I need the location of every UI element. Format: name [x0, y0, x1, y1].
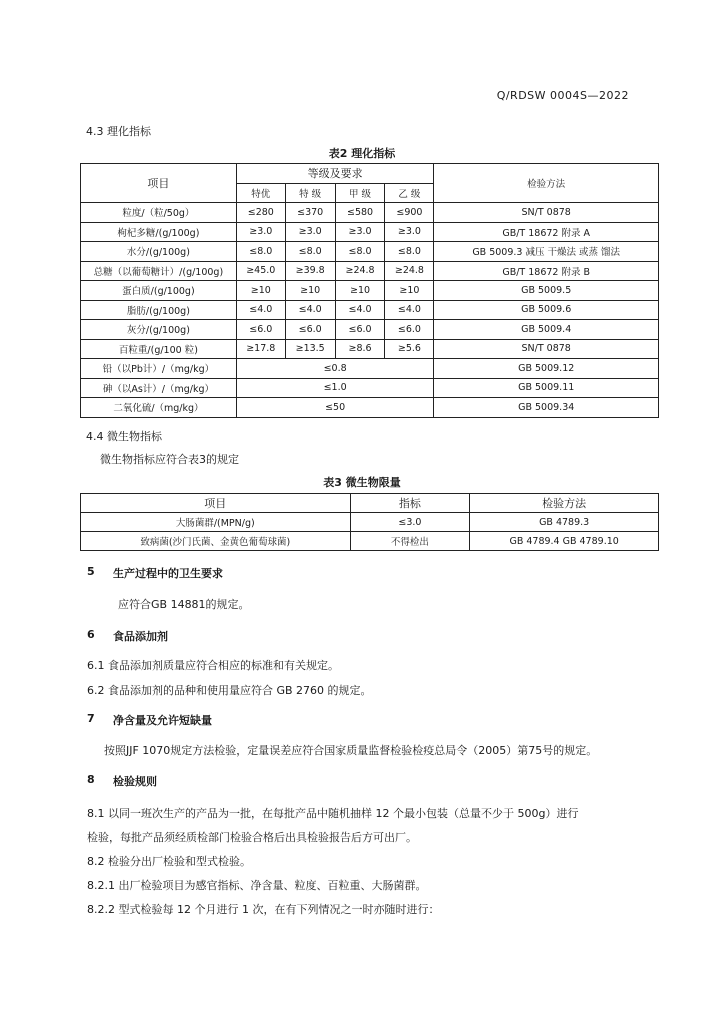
- cell: ≥3.0: [335, 222, 385, 242]
- merged-cell: ≤0.8: [236, 359, 434, 379]
- table3-header-item: 项目: [81, 494, 351, 513]
- section-8-1-line2: 检验，每批产品须经质检部门检验合格后出具检验报告后方可出厂。: [87, 831, 417, 844]
- table2-grade: 乙 级: [385, 183, 434, 203]
- merged-cell: ≤50: [236, 398, 434, 418]
- row-name: 二氧化硫/（mg/kg）: [81, 398, 237, 418]
- cell: ≤900: [385, 203, 434, 223]
- section-6-2: 6.2 食品添加剂的品种和使用量应符合 GB 2760 的规定。: [87, 684, 372, 697]
- section-5-title: 生产过程中的卫生要求: [113, 567, 223, 580]
- row-name: 粒度/（粒/50g）: [81, 203, 237, 223]
- row-name: 百粒重/(g/100 粒): [81, 339, 237, 359]
- cell: ≤370: [285, 203, 335, 223]
- row-name: 脂肪/(g/100g): [81, 300, 237, 320]
- row-name: 水分/(g/100g): [81, 242, 237, 262]
- table-row: [81, 513, 659, 532]
- table2-grade: 特 级: [285, 183, 335, 203]
- section-8-2-1: 8.2.1 出厂检验项目为感官指标、净含量、粒度、百粒重、大肠菌群。: [87, 879, 427, 892]
- row-method: GB 5009.12: [434, 359, 659, 379]
- section-6-1: 6.1 食品添加剂质量应符合相应的标准和有关规定。: [87, 659, 339, 672]
- row-name: 灰分/(g/100g): [81, 320, 237, 340]
- table-row: [81, 261, 659, 281]
- row-name: 致病菌(沙门氏菌、金黄色葡萄球菌): [81, 532, 351, 551]
- cell: ≤6.0: [335, 320, 385, 340]
- section-8-title: 检验规则: [113, 775, 157, 788]
- row-method: GB 5009.34: [434, 398, 659, 418]
- section-4-3-title: 4.3 理化指标: [86, 125, 151, 138]
- table-row: [81, 281, 659, 301]
- table-row: [81, 378, 659, 398]
- table-row: [81, 300, 659, 320]
- section-6-title: 食品添加剂: [113, 630, 168, 643]
- cell: ≥10: [385, 281, 434, 301]
- cell: ≥10: [236, 281, 285, 301]
- cell: ≤8.0: [385, 242, 434, 262]
- table-row: [81, 320, 659, 340]
- section-7-number: 7: [87, 712, 95, 725]
- cell: ≥17.8: [236, 339, 285, 359]
- section-4-4-title: 4.4 微生物指标: [86, 430, 162, 443]
- row-name: 蛋白质/(g/100g): [81, 281, 237, 301]
- cell: ≤8.0: [285, 242, 335, 262]
- row-method: SN/T 0878: [434, 339, 659, 359]
- row-method: GB 5009.6: [434, 300, 659, 320]
- row-name: 铅（以Pb计）/（mg/kg）: [81, 359, 237, 379]
- row-method: GB 4789.4 GB 4789.10: [470, 532, 659, 551]
- cell: ≥10: [335, 281, 385, 301]
- cell: ≥3.0: [285, 222, 335, 242]
- table3-header-method: 检验方法: [470, 494, 659, 513]
- table2-header-item: 项目: [81, 164, 237, 203]
- cell: ≤6.0: [385, 320, 434, 340]
- row-index: 不得检出: [350, 532, 470, 551]
- table2-grade: 甲 级: [335, 183, 385, 203]
- cell: ≤580: [335, 203, 385, 223]
- section-6-number: 6: [87, 628, 95, 641]
- section-8-number: 8: [87, 773, 95, 786]
- row-name: 枸杞多糖/(g/100g): [81, 222, 237, 242]
- cell: ≥39.8: [285, 261, 335, 281]
- cell: ≤4.0: [335, 300, 385, 320]
- cell: ≥13.5: [285, 339, 335, 359]
- table-row: [81, 532, 659, 551]
- row-method: GB/T 18672 附录 B: [434, 261, 659, 281]
- cell: ≥24.8: [385, 261, 434, 281]
- cell: ≥3.0: [385, 222, 434, 242]
- section-5-body: 应符合GB 14881的规定。: [118, 598, 250, 611]
- row-method: GB 5009.5: [434, 281, 659, 301]
- row-index: ≤3.0: [350, 513, 470, 532]
- table-row: [81, 398, 659, 418]
- cell: ≥5.6: [385, 339, 434, 359]
- document-code: Q/RDSW 0004S—2022: [496, 89, 629, 102]
- cell: ≥3.0: [236, 222, 285, 242]
- cell: ≤6.0: [285, 320, 335, 340]
- row-name: 大肠菌群/(MPN/g): [81, 513, 351, 532]
- row-method: GB/T 18672 附录 A: [434, 222, 659, 242]
- section-8-1-line1: 8.1 以同一班次生产的产品为一批，在每批产品中随机抽样 12 个最小包装（总量不少于 500g）进行: [87, 807, 579, 820]
- section-4-4-body: 微生物指标应符合表3的规定: [100, 453, 239, 466]
- section-7-body: 按照JJF 1070规定方法检验，定量误差应符合国家质量监督检验检疫总局令（2005）第75号的规定。: [104, 744, 598, 757]
- row-name: 砷（以As计）/（mg/kg）: [81, 378, 237, 398]
- cell: ≥24.8: [335, 261, 385, 281]
- cell: ≤280: [236, 203, 285, 223]
- cell: ≤4.0: [285, 300, 335, 320]
- section-8-2-2: 8.2.2 型式检验每 12 个月进行 1 次，在有下列情况之一时亦随时进行：: [87, 903, 440, 916]
- cell: ≤6.0: [236, 320, 285, 340]
- cell: ≤8.0: [335, 242, 385, 262]
- section-7-title: 净含量及允许短缺量: [113, 714, 212, 727]
- row-method: GB 5009.4: [434, 320, 659, 340]
- table-row: [81, 242, 659, 262]
- table3-header-index: 指标: [350, 494, 470, 513]
- cell: ≤4.0: [385, 300, 434, 320]
- row-name: 总糖（以葡萄糖计）/(g/100g): [81, 261, 237, 281]
- row-method: GB 4789.3: [470, 513, 659, 532]
- merged-cell: ≤1.0: [236, 378, 434, 398]
- cell: ≤4.0: [236, 300, 285, 320]
- table-row: [81, 339, 659, 359]
- cell: ≤8.0: [236, 242, 285, 262]
- table2: [80, 163, 659, 418]
- table3-caption: 表3 微生物限量: [323, 476, 401, 489]
- row-method: GB 5009.3 减压 干燥法 或蒸 馏法: [434, 242, 659, 262]
- table-row: [81, 203, 659, 223]
- section-8-2: 8.2 检验分出厂检验和型式检验。: [87, 855, 251, 868]
- table2-header-method: 检验方法: [434, 164, 659, 203]
- table2-caption: 表2 理化指标: [328, 147, 396, 160]
- table3: [80, 493, 659, 551]
- row-method: GB 5009.11: [434, 378, 659, 398]
- row-method: SN/T 0878: [434, 203, 659, 223]
- cell: ≥8.6: [335, 339, 385, 359]
- table2-grade: 特优: [236, 183, 285, 203]
- section-5-number: 5: [87, 565, 95, 578]
- cell: ≥10: [285, 281, 335, 301]
- table-row: [81, 359, 659, 379]
- table-row: [81, 222, 659, 242]
- cell: ≥45.0: [236, 261, 285, 281]
- table2-header-grade: 等级及要求: [236, 164, 434, 184]
